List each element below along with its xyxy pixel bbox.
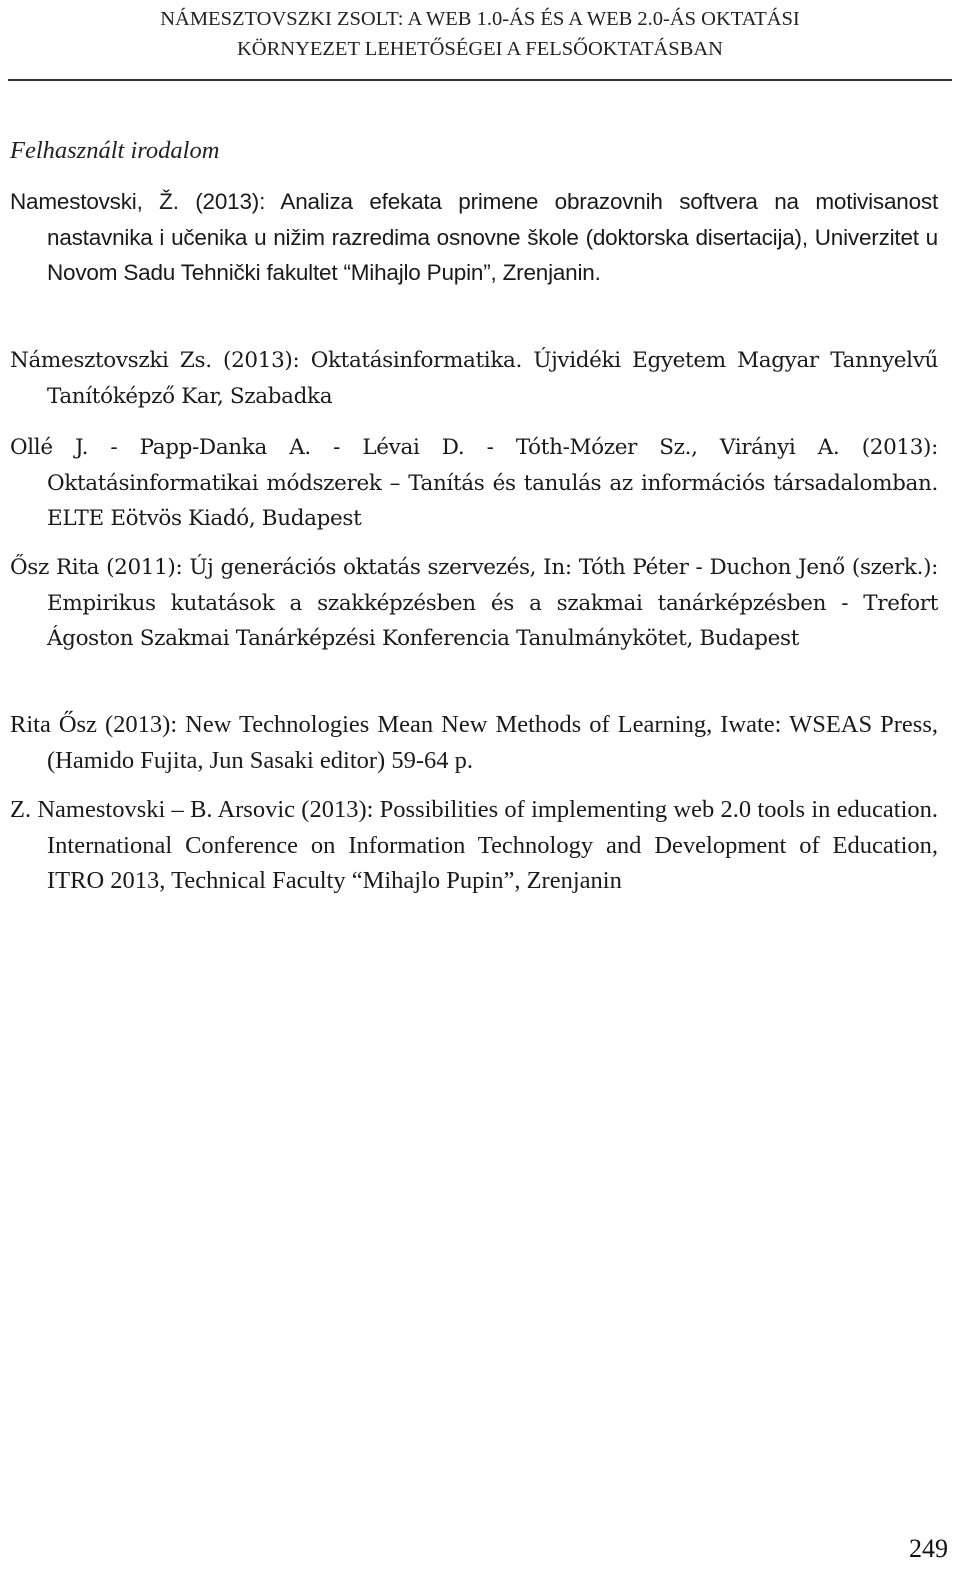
reference-item: Námesztovszki Zs. (2013): Oktatásinformatika. Újvidéki Egyetem Magyar Tannyelvű Tanítóképző Kar, Szabadka [10, 348, 938, 409]
running-header [0, 4, 960, 64]
header-rule [8, 79, 952, 81]
reference-item: Namestovski, Ž. (2013): Analiza efekata primene obrazovnih softvera na motivisanost nastavnika i učenika u nižim razredima osnovne škole (doktorska disertacija), Univerzitet u Novom Sadu Tehnički fakultet “Mihajlo Pupin”, Zrenjanin. [10, 189, 938, 285]
reference-item: Rita Ősz (2013): New Technologies Mean New Methods of Learning, Iwate: WSEAS Press, (Hamido Fujita, Jun Sasaki editor) 59-64 p. [10, 711, 938, 774]
reference-item: Z. Namestovski – B. Arsovic (2013): Possibilities of implementing web 2.0 tools in education. International Conference on Information Technology and Development of Education, ITRO 2013, Technical Faculty “Mihajlo Pupin”, Zrenjanin [10, 796, 938, 894]
reference-item: Ollé J. - Papp-Danka A. - Lévai D. - Tóth-Mózer Sz., Virányi A. (2013): Oktatásinformatikai módszerek – Tanítás és tanulás az információs társadalomban. ELTE Eötvös Kiadó, Budapest [10, 435, 938, 531]
page-number: 249 [909, 1534, 948, 1563]
reference-item: Ősz Rita (2011): Új generációs oktatás szervezés, In: Tóth Péter - Duchon Jenő (szerk.): Empirikus kutatások a szakképzésben és a szakmai tanárképzésben - Trefort Ágoston Szakmai Tanárképzési Konferencia Tanulmánykötet, Budapest [10, 555, 938, 651]
running-header-line-1: NÁMESZTOVSZKI ZSOLT: A WEB 1.0-ÁS ÉS A WEB 2.0-ÁS OKTATÁSI [160, 8, 800, 30]
running-header-line-2: KÖRNYEZET LEHETŐSÉGEI A FELSŐOKTATÁSBAN [237, 38, 723, 60]
section-heading: Felhasznált irodalom [10, 137, 220, 164]
